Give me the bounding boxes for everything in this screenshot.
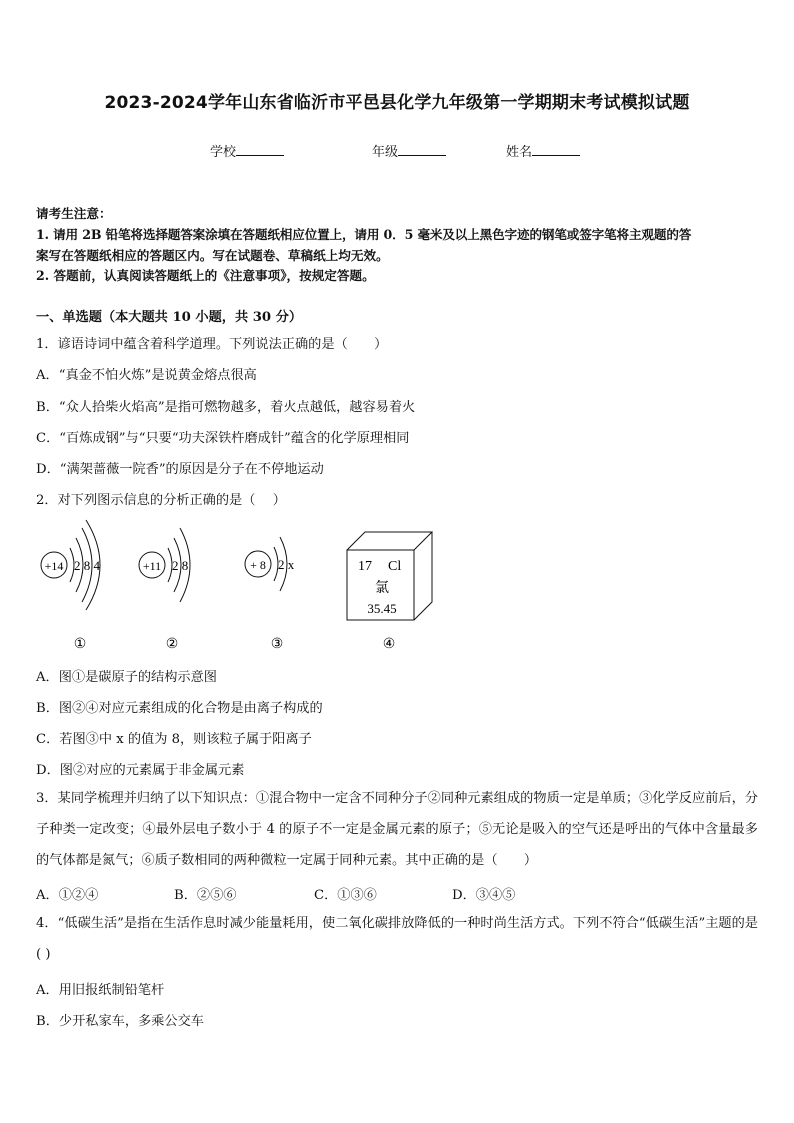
question-1-option-c[interactable]: C．“百炼成钢”与“只要“功夫深铁杵磨成针”蕴含的化学原理相同 <box>36 431 410 446</box>
school-label: 学校 <box>210 145 237 160</box>
element-symbol: Cl <box>388 559 402 574</box>
electron-config-2: 2 8 <box>172 558 189 573</box>
nucleus-charge-1: +14 <box>44 559 64 573</box>
question-2-option-a[interactable]: A．图①是碳原子的结构示意图 <box>36 670 217 685</box>
question-4-option-b[interactable]: B．少开私家车，多乘公交车 <box>36 1014 204 1029</box>
atomic-mass: 35.45 <box>367 601 397 616</box>
figure-label-4: ④ <box>382 637 396 652</box>
element-card-chlorine <box>347 532 432 652</box>
nucleus-charge-3: + 8 <box>250 558 266 572</box>
nucleus-charge-2: +11 <box>142 559 162 573</box>
question-2-option-d[interactable]: D．图②对应的元素属于非金属元素 <box>36 763 245 778</box>
atomic-number: 17 <box>358 559 372 574</box>
atom-structure-2 <box>139 528 190 652</box>
question-4-option-a[interactable]: A．用旧报纸制铅笔杆 <box>36 983 165 998</box>
question-3-stem: 3．某同学梳理并归纳了以下知识点：①混合物中一定含不同种分子②同种元素组成的物质一定是单质；③化学反应前后，分子种类一定改变；④最外层电子数小于 4 的原子不一定是金属元素的原子；⑤无论是吸入的空气还是呼出的气体中含量最多的气体都是氮气；⑥质子数相同的两种微粒一定属于同种元素。其中正确的是（ ） <box>36 791 758 868</box>
grade-blank[interactable] <box>398 143 446 156</box>
name-blank[interactable] <box>532 143 580 156</box>
electron-config-1: 2 8 4 <box>74 558 100 573</box>
question-1-stem: 1．谚语诗词中蕴含着科学道理。下列说法正确的是（ ） <box>36 337 388 352</box>
atom-structure-3 <box>245 537 295 652</box>
figure-label-3: ③ <box>270 637 284 652</box>
question-3-option-a[interactable]: A．①②④ <box>36 888 99 903</box>
notice-heading: 请考生注意： <box>36 206 112 221</box>
name-label: 姓名 <box>506 145 533 160</box>
element-name: 氯 <box>375 581 389 596</box>
notice-item-1: 1. 请用 2B 铅笔将选择题答案涂填在答题纸相应位置上，请用 0．5 毫米及以上黑色字迹的钢笔或签字笔将主观题的答 <box>36 227 692 242</box>
question-4-stem: 4．“低碳生活”是指在生活作息时减少能量耗用，使二氧化碳排放降低的一种时尚生活方式。下列不符合“低碳生活”主题的是( ) <box>36 916 758 962</box>
school-blank[interactable] <box>236 143 284 156</box>
question-2-option-c[interactable]: C．若图③中 x 的值为 8，则该粒子属于阳离子 <box>36 732 312 747</box>
notice-item-2: 2. 答题前，认真阅读答题纸上的《注意事项》，按规定答题。 <box>36 268 375 283</box>
question-3-option-b[interactable]: B．②⑤⑥ <box>174 888 237 903</box>
question-3-option-d[interactable]: D．③④⑤ <box>452 888 516 903</box>
grade-label: 年级 <box>372 145 399 160</box>
question-3-option-c[interactable]: C．①③⑥ <box>314 888 377 903</box>
electron-config-3: 2 x <box>278 557 295 572</box>
section-heading: 一、单选题（本大题共 10 小题，共 30 分） <box>36 310 303 325</box>
question-1-option-b[interactable]: B．“众人拾柴火焰高”是指可燃物越多，着火点越低，越容易着火 <box>36 400 416 415</box>
figure-label-2: ② <box>165 637 179 652</box>
page-title: 2023-2024学年山东省临沂市平邑县化学九年级第一学期期末考试模拟试题 <box>104 93 690 113</box>
atom-structure-1 <box>41 520 101 652</box>
notice-item-1-cont: 案写在答题纸相应的答题区内。写在试题卷、草稿纸上均无效。 <box>36 248 389 263</box>
question-1-option-d[interactable]: D．“满架蔷薇一院香”的原因是分子在不停地运动 <box>36 462 324 477</box>
figure-label-1: ① <box>73 637 87 652</box>
question-1-option-a[interactable]: A．“真金不怕火炼”是说黄金熔点很高 <box>36 368 257 383</box>
question-2-figure <box>0 510 794 658</box>
school-field[interactable] <box>210 141 284 160</box>
question-2-option-b[interactable]: B．图②④对应元素组成的化合物是由离子构成的 <box>36 701 323 716</box>
question-2-stem: 2．对下列图示信息的分析正确的是（ ） <box>36 493 286 508</box>
name-field[interactable] <box>506 141 580 160</box>
grade-field[interactable] <box>372 141 446 160</box>
